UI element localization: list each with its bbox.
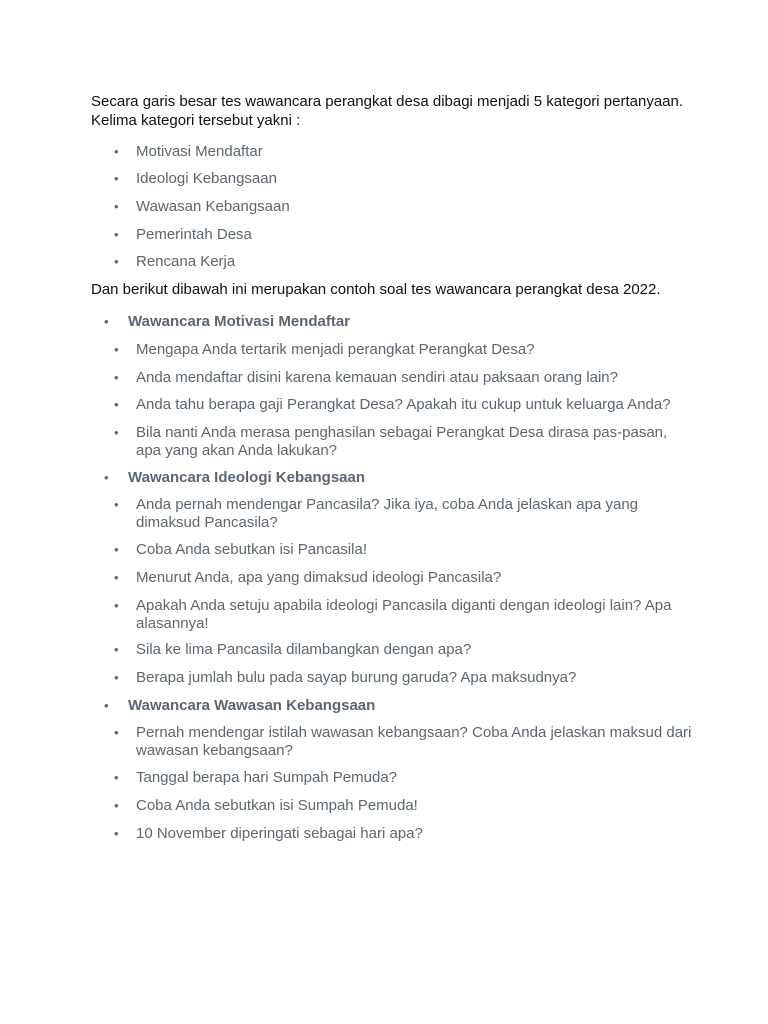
category-item: • Pemerintah Desa xyxy=(136,226,696,244)
question-item: • Anda pernah mendengar Pancasila? Jika iya, coba Anda jelaskan apa yang dimaksud Pancasila? xyxy=(136,496,696,532)
question-item: • Tanggal berapa hari Sumpah Pemuda? xyxy=(136,769,696,787)
category-item: • Wawasan Kebangsaan xyxy=(136,198,696,216)
question-item: • Mengapa Anda tertarik menjadi perangkat Perangkat Desa? xyxy=(136,341,696,359)
question-item: • Menurut Anda, apa yang dimaksud ideologi Pancasila? xyxy=(136,569,696,587)
question-item: • Bila nanti Anda merasa penghasilan sebagai Perangkat Desa dirasa pas-pasan, apa yang akan Anda lakukan? xyxy=(136,424,696,460)
intro-paragraph: Secara garis besar tes wawancara perangkat desa dibagi menjadi 5 kategori pertanyaan. Kelima kategori tersebut yakni : xyxy=(91,93,684,129)
question-item: • 10 November diperingati sebagai hari apa? xyxy=(136,825,696,843)
category-item: • Rencana Kerja xyxy=(136,253,696,271)
question-item: • Anda mendaftar disini karena kemauan sendiri atau paksaan orang lain? xyxy=(136,369,696,387)
category-item: • Ideologi Kebangsaan xyxy=(136,170,696,188)
question-item: • Coba Anda sebutkan isi Sumpah Pemuda! xyxy=(136,797,696,815)
section-heading-wawasan: • Wawancara Wawasan Kebangsaan xyxy=(128,697,688,715)
question-item: • Sila ke lima Pancasila dilambangkan dengan apa? xyxy=(136,641,696,659)
question-item: • Apakah Anda setuju apabila ideologi Pancasila diganti dengan ideologi lain? Apa alasannya! xyxy=(136,597,696,633)
question-item: • Pernah mendengar istilah wawasan kebangsaan? Coba Anda jelaskan maksud dari wawasan kebangsaan? xyxy=(136,724,696,760)
question-item: • Berapa jumlah bulu pada sayap burung garuda? Apa maksudnya? xyxy=(136,669,696,687)
question-item: • Anda tahu berapa gaji Perangkat Desa? Apakah itu cukup untuk keluarga Anda? xyxy=(136,396,696,414)
question-item: • Coba Anda sebutkan isi Pancasila! xyxy=(136,541,696,559)
category-item: • Motivasi Mendaftar xyxy=(136,143,696,161)
section-heading-ideologi: • Wawancara Ideologi Kebangsaan xyxy=(128,469,688,487)
section-heading-motivasi: • Wawancara Motivasi Mendaftar xyxy=(128,313,688,331)
transition-paragraph: Dan berikut dibawah ini merupakan contoh soal tes wawancara perangkat desa 2022. xyxy=(91,281,661,298)
